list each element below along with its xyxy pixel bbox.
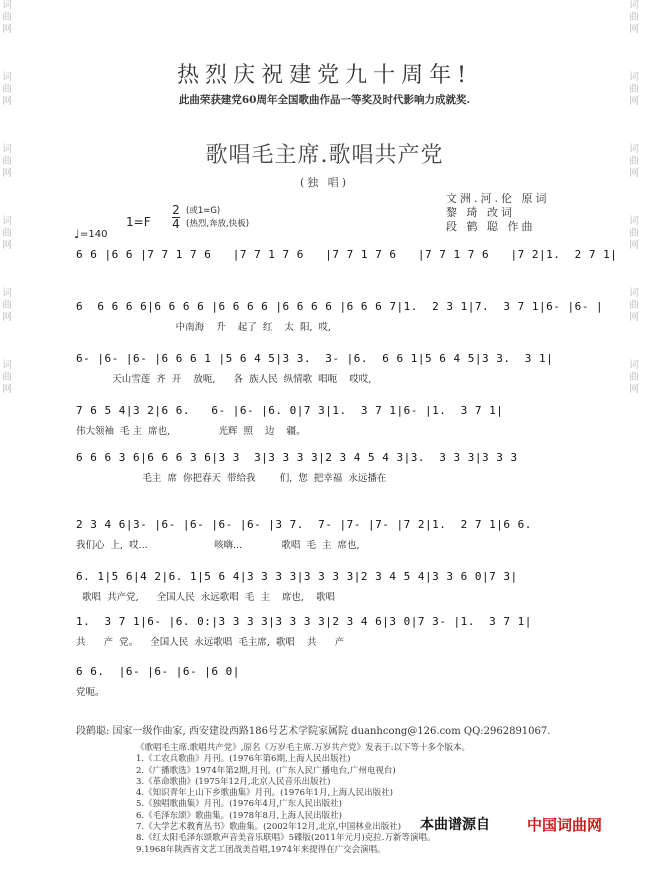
notation-line: 7 6 5 4|3 2|6 6. 6- |6- |6. 0|7 3|1. 3 7 1|6- |1. 3 7 1| <box>76 404 504 417</box>
lyrics-line: 党呃。 <box>76 687 105 698</box>
score-line <box>76 248 618 267</box>
watermark-char: 网 <box>629 384 639 395</box>
watermark-char: 网 <box>2 168 12 179</box>
composer-bio: 段鹤聪: 国家一级作曲家, 西安建设西路186号艺术学院家属院 duanhcong@126.com QQ:2962891067. <box>76 726 551 737</box>
watermark-char: 曲 <box>2 84 12 95</box>
credit-composer: 段 鹤 聪 作曲 <box>446 220 536 233</box>
notation-line: 6 6 6 6 6|6 6 6 6 |6 6 6 6 |6 6 6 6 |6 6 6 7|1. 2 3 1|7. 3 7 1|6- |6- | <box>76 300 604 313</box>
watermark-char: 曲 <box>2 12 12 23</box>
publication-ref: 4.《知识青年上山下乡歌曲集》月刊。(1976年1月,上海人民出版社) <box>136 788 393 799</box>
publication-ref: 8.《红太阳毛泽东颂歌声音美音乐联唱》5碟版(2011年元月)克拉.万新等演唱。 <box>136 833 436 844</box>
publication-ref: 2.《广播歌选》1974年第2期,月刊。(广东人民广播电台,广州电视台) <box>136 765 396 776</box>
award-note: 此曲荣获建党60周年全国歌曲作品一等奖及时代影响力成就奖. <box>178 94 471 106</box>
score-line <box>76 300 604 333</box>
watermark-char: 词 <box>629 360 639 371</box>
score-line <box>76 570 576 603</box>
watermark-char: 词 <box>629 0 639 11</box>
watermark-char: 曲 <box>629 84 639 95</box>
publication-ref: 《歌唱毛主席.歌唱共产党》,原名《万岁毛主席.万岁共产党》发表于:以下等十多个版本。 <box>136 743 470 753</box>
publication-ref: 3.《革命歌曲》(1975年12月,北京人民音乐出版社) <box>136 776 331 787</box>
watermark-char: 曲 <box>2 228 12 239</box>
score-line <box>76 352 576 385</box>
watermark-char: 网 <box>629 168 639 179</box>
watermark-char: 词 <box>2 216 12 227</box>
notation-line: 6- |6- |6- |6 6 6 1 |5 6 4 5|3 3. 3- |6. 6 6 1|5 6 4 5|3 3. 3 1| <box>76 352 554 365</box>
publication-list <box>136 743 596 856</box>
source-site-link[interactable]: 中国词曲网 <box>527 816 603 834</box>
watermark-char: 网 <box>2 24 12 35</box>
song-title: 歌唱毛主席.歌唱共产党 <box>205 143 444 168</box>
watermark-char: 曲 <box>629 12 639 23</box>
watermark-char: 网 <box>2 384 12 395</box>
key-alternative: (或1=G) (热烈,奔放,快板) <box>186 206 250 229</box>
watermark-char: 曲 <box>2 300 12 311</box>
score-line <box>76 451 576 484</box>
watermark-char: 网 <box>629 24 639 35</box>
publication-ref: 9.1968年陕西省文艺工团战美首唱,1974年来提得在广交会演唱。 <box>136 844 386 855</box>
watermark-char: 网 <box>629 96 639 107</box>
watermark-char: 网 <box>2 240 12 251</box>
publication-ref: 6.《毛泽东颂》歌曲集。(1978年8月,上海人民出版社) <box>136 810 342 821</box>
key-signature: 1=F <box>126 215 151 229</box>
notation-line: 1. 3 7 1|6- |6. 0:|3 3 3 3|3 3 3 3|2 3 4 6|3 0|7 3- |1. 3 7 1| <box>76 615 532 628</box>
watermark-char: 曲 <box>629 300 639 311</box>
watermark-char: 词 <box>629 216 639 227</box>
watermark-char: 网 <box>2 312 12 323</box>
watermark-char: 词 <box>629 288 639 299</box>
watermark-char: 词 <box>2 288 12 299</box>
lyrics-line: 中南海 升 起了 红 太 阳, 哎, <box>76 322 332 333</box>
watermark-char: 词 <box>2 72 12 83</box>
publication-ref: 5.《独唱歌曲集》月刊。(1976年4月,广东人民出版社) <box>136 799 342 810</box>
watermark-char: 词 <box>2 0 12 11</box>
performance-form: (独 唱) <box>299 176 350 189</box>
watermark-char: 网 <box>629 240 639 251</box>
notation-line: 2 3 4 6|3- |6- |6- |6- |6- |3 7. 7- |7- |7- |7 2|1. 2 7 1|6 6. <box>76 518 532 531</box>
score-line <box>76 615 576 648</box>
quarter-note-icon: ♩ <box>74 227 80 241</box>
publication-ref: 7.《大学艺术教育丛书》歌曲集。(2002年12月,北京,中国林业出版社) <box>136 822 402 833</box>
publication-ref: 1.《工农兵歌曲》月刊。(1976年第6期,上海人民出版社) <box>136 754 351 765</box>
song-credits <box>446 192 550 234</box>
watermark-char: 词 <box>2 144 12 155</box>
watermark-char: 曲 <box>629 228 639 239</box>
footer <box>76 722 596 856</box>
credit-lyricist: 文洲.河.伦 原词 <box>446 192 550 205</box>
watermark-char: 网 <box>2 96 12 107</box>
lyrics-line: 毛主 席 你把春天 带给我 们, 您 把幸福 永远播在 <box>76 473 387 484</box>
tempo-marking: =140 <box>80 229 108 240</box>
lyrics-line: 歌唱 共产党, 全国人民 永远歌唱 毛 主 席也, 歌唱 <box>76 592 336 603</box>
score-line <box>76 665 576 698</box>
lyrics-line: 伟大领袖 毛 主 席也, 光辉 照 边 疆。 <box>76 426 306 437</box>
score-line <box>76 518 576 551</box>
lyrics-line: 天山雪莲 齐 开 放呃, 各 族人民 纵情歌 唱呃 哎哎, <box>76 374 372 385</box>
lyrics-line: 共 产 党。 全国人民 永远歌唱 毛主席, 歌唱 共 产 <box>76 637 345 648</box>
credit-reviser: 黎 琦 改词 <box>446 206 515 219</box>
notation-line: 6 6 |6 6 |7 7 1 7 6 |7 7 1 7 6 |7 7 1 7 6 |7 7 1 7 6 |7 2|1. 2 7 1| <box>76 248 618 261</box>
page-title: 热烈庆祝建党九十周年! <box>177 63 472 88</box>
watermark-char: 曲 <box>2 372 12 383</box>
time-signature: 2 4 <box>172 203 180 231</box>
notation-line: 6 6 6 3 6|6 6 6 3 6|3 3 3|3 3 3 3|2 3 4 5 4 3|3. 3 3 3|3 3 3 <box>76 451 518 464</box>
lyrics-line: 我们心 上, 哎... 咳嗨... 歌唱 毛 主 席也, <box>76 540 360 551</box>
watermark-char: 曲 <box>629 156 639 167</box>
watermark-char: 词 <box>2 360 12 371</box>
watermark-char: 网 <box>629 312 639 323</box>
score-line <box>76 404 576 437</box>
source-label: 本曲谱源自 <box>420 817 490 833</box>
notation-line: 6 6. |6- |6- |6- |6 0| <box>76 665 240 678</box>
watermark-char: 词 <box>629 144 639 155</box>
watermark-char: 词 <box>629 72 639 83</box>
notation-line: 6. 1|5 6|4 2|6. 1|5 6 4|3 3 3 3|3 3 3 3|2 3 4 5 4|3 3 6 0|7 3| <box>76 570 518 583</box>
watermark-char: 曲 <box>2 156 12 167</box>
watermark-char: 曲 <box>629 372 639 383</box>
